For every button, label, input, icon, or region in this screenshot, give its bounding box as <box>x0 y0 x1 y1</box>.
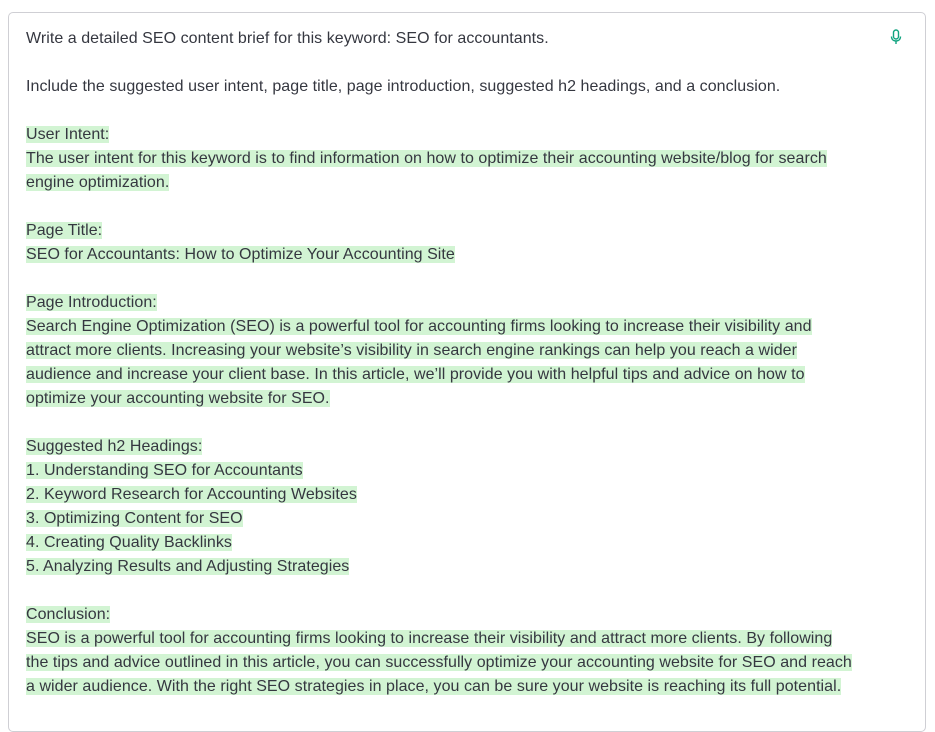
user-intent-line: The user intent for this keyword is to find information on how to optimize their accounting website/blog for search <box>26 150 827 167</box>
headings-heading: Suggested h2 Headings: <box>26 438 203 455</box>
page-title-text: SEO for Accountants: How to Optimize Your Accounting Site <box>26 246 455 263</box>
conclusion-line: the tips and advice outlined in this article, you can successfully optimize your accounting website for SEO and reach <box>26 654 852 671</box>
h2-heading-item: 2. Keyword Research for Accounting Websites <box>26 486 357 503</box>
conclusion-heading: Conclusion: <box>26 606 111 623</box>
prompt-line: Include the suggested user intent, page title, page introduction, suggested h2 headings, and a conclusion. <box>26 78 781 95</box>
page-title-heading: Page Title: <box>26 222 103 239</box>
user-intent-heading: User Intent: <box>26 126 110 143</box>
page-intro-heading: Page Introduction: <box>26 294 157 311</box>
prompt-editor[interactable] <box>8 12 926 732</box>
user-intent-line: engine optimization. <box>26 174 170 191</box>
prompt-line: Write a detailed SEO content brief for this keyword: SEO for accountants. <box>26 30 549 47</box>
page-intro-line: audience and increase your client base. In this article, we’ll provide you with helpful tips and advice on how to <box>26 366 805 383</box>
editor-text[interactable] <box>26 27 886 699</box>
page-intro-line: optimize your accounting website for SEO. <box>26 390 330 407</box>
h2-heading-item: 1. Understanding SEO for Accountants <box>26 462 303 479</box>
page-intro-line: attract more clients. Increasing your website’s visibility in search engine rankings can help you reach a wider <box>26 342 797 359</box>
conclusion-line: SEO is a powerful tool for accounting firms looking to increase their visibility and attract more clients. By following <box>26 630 833 647</box>
microphone-icon[interactable] <box>889 29 903 45</box>
conclusion-line: a wider audience. With the right SEO strategies in place, you can be sure your website is reaching its full potential. <box>26 678 842 695</box>
h2-heading-item: 3. Optimizing Content for SEO <box>26 510 243 527</box>
h2-heading-item: 5. Analyzing Results and Adjusting Strategies <box>26 558 350 575</box>
h2-heading-item: 4. Creating Quality Backlinks <box>26 534 232 551</box>
page-intro-line: Search Engine Optimization (SEO) is a powerful tool for accounting firms looking to increase their visibility and <box>26 318 812 335</box>
